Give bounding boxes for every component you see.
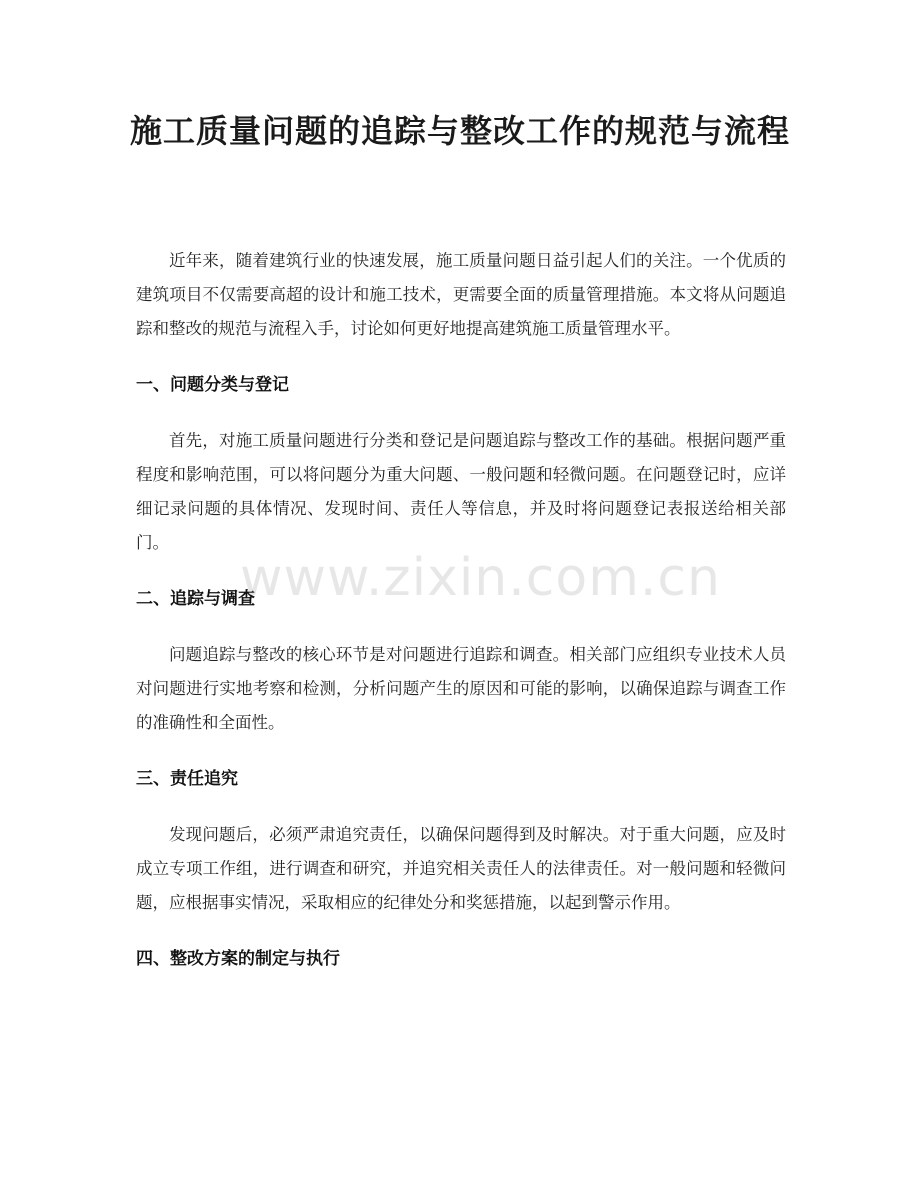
section-3-paragraph: 发现问题后，必须严肃追究责任，以确保问题得到及时解决。对于重大问题，应及时成立专项工作组，进行调查和研究，并追究相关责任人的法律责任。对一般问题和轻微问题，应根据事实情况，采取相应的纪律处分和奖惩措施，以起到警示作用。 [136, 825, 786, 912]
section-1-heading: 一、问题分类与登记 [136, 375, 289, 395]
section-1-paragraph: 首先，对施工质量问题进行分类和登记是问题追踪与整改工作的基础。根据问题严重程度和影响范围，可以将问题分为重大问题、一般问题和轻微问题。在问题登记时，应详细记录问题的具体情况、发现时间、责任人等信息，并及时将问题登记表报送给相关部门。 [136, 431, 786, 552]
intro-paragraph: 近年来，随着建筑行业的快速发展，施工质量问题日益引起人们的关注。一个优质的建筑项目不仅需要高超的设计和施工技术，更需要全面的质量管理措施。本文将从问题追踪和整改的规范与流程入手，讨论如何更好地提高建筑施工质量管理水平。 [136, 251, 786, 338]
section-2-heading: 二、追踪与调查 [136, 589, 255, 609]
document-title: 施工质量问题的追踪与整改工作的规范与流程 [129, 112, 790, 150]
watermark-text: www.zixin.com.cn [240, 548, 721, 608]
section-4-heading: 四、整改方案的制定与执行 [136, 949, 340, 969]
document-body [136, 244, 786, 998]
section-2-paragraph: 问题追踪与整改的核心环节是对问题进行追踪和调查。相关部门应组织专业技术人员对问题进行实地考察和检测，分析问题产生的原因和可能的影响，以确保追踪与调查工作的准确性和全面性。 [136, 645, 786, 732]
section-3-heading: 三、责任追究 [136, 769, 238, 789]
